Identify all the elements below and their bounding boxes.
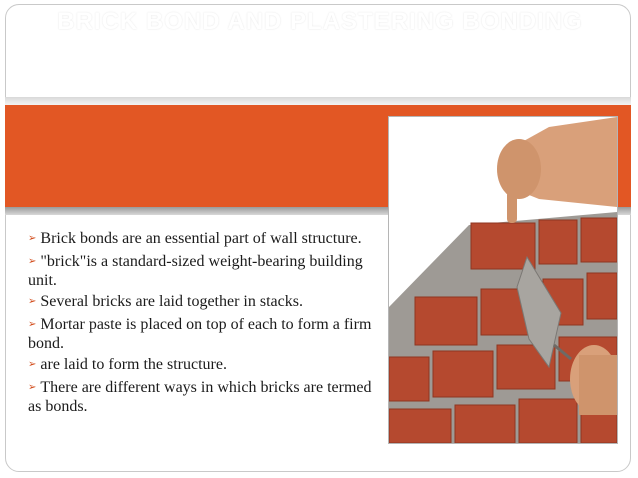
brick-laying-illustration xyxy=(389,117,617,443)
arrow-bullet-icon: ➢ xyxy=(28,319,37,330)
arrow-bullet-icon: ➢ xyxy=(28,382,37,393)
bullet-text: Mortar paste is placed on top of each to form a firm bond. xyxy=(28,316,372,352)
bullet-text: "brick"is a standard-sized weight-bearing building unit. xyxy=(28,253,363,289)
list-item xyxy=(28,293,378,312)
header-divider xyxy=(5,97,631,105)
list-item xyxy=(28,379,378,415)
arrow-bullet-icon: ➢ xyxy=(28,296,37,307)
list-item xyxy=(28,253,378,289)
brick-laying-photo xyxy=(388,116,618,444)
bullet-list xyxy=(28,230,378,419)
arrow-bullet-icon: ➢ xyxy=(28,256,37,267)
arrow-bullet-icon: ➢ xyxy=(28,359,37,370)
slide-title: BRICK BOND AND PLASTERING BONDING xyxy=(57,8,583,35)
bullet-text: Brick bonds are an essential part of wall structure. xyxy=(40,230,362,247)
list-item xyxy=(28,316,378,352)
bullet-text: are laid to form the structure. xyxy=(40,356,227,373)
list-item xyxy=(28,230,378,249)
bullet-text: Several bricks are laid together in stacks. xyxy=(40,293,303,310)
list-item xyxy=(28,356,378,375)
bullet-text: There are different ways in which bricks are termed as bonds. xyxy=(28,379,372,415)
arrow-bullet-icon: ➢ xyxy=(28,233,37,244)
